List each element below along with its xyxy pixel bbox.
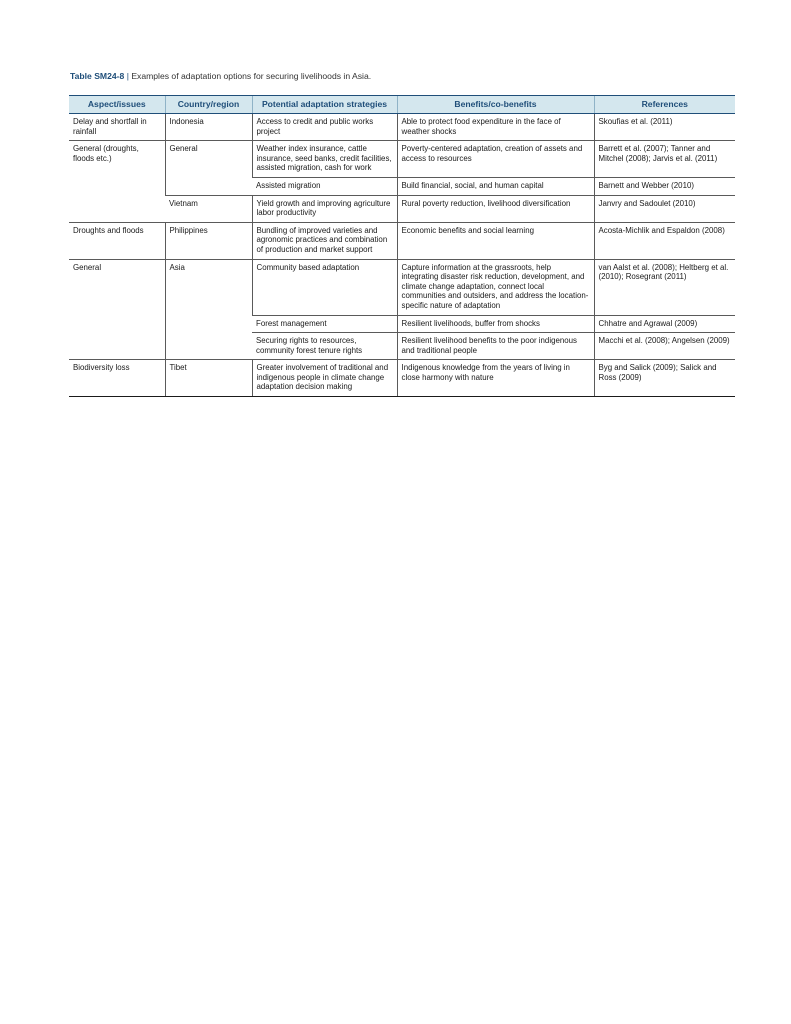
region-cell: Tibet <box>165 360 252 397</box>
table-row <box>69 195 735 222</box>
table-row <box>69 114 735 141</box>
benefits-cell: Rural poverty reduction, livelihood diversification <box>397 195 594 222</box>
table-caption <box>70 71 371 81</box>
references-cell: Janvry and Sadoulet (2010) <box>594 195 735 222</box>
table-row <box>69 259 735 315</box>
aspect-cell: Biodiversity loss <box>69 360 165 397</box>
aspect-cell: General <box>69 259 165 360</box>
region-cell: Indonesia <box>165 114 252 141</box>
strategy-cell: Yield growth and improving agriculture labor productivity <box>252 195 397 222</box>
aspect-cell: General (droughts, floods etc.) <box>69 141 165 223</box>
header-region: Country/region <box>165 96 252 114</box>
strategy-cell: Assisted migration <box>252 177 397 195</box>
adaptation-options-table <box>69 95 735 397</box>
benefits-cell: Build financial, social, and human capital <box>397 177 594 195</box>
strategy-cell: Access to credit and public works project <box>252 114 397 141</box>
region-cell: Asia <box>165 259 252 360</box>
references-cell: Barnett and Webber (2010) <box>594 177 735 195</box>
region-cell: Philippines <box>165 222 252 259</box>
strategy-cell: Securing rights to resources, community forest tenure rights <box>252 333 397 360</box>
header-strategies: Potential adaptation strategies <box>252 96 397 114</box>
references-cell: van Aalst et al. (2008); Heltberg et al. (2010); Rosegrant (2011) <box>594 259 735 315</box>
benefits-cell: Capture information at the grassroots, help integrating disaster risk reduction, development, and climate change adaptation, connect local communities and outsiders, and address the location-specific nature of adaptation <box>397 259 594 315</box>
benefits-cell: Poverty-centered adaptation, creation of assets and access to resources <box>397 141 594 178</box>
caption-separator: | <box>126 71 129 81</box>
region-cell: Vietnam <box>165 195 252 222</box>
benefits-cell: Resilient livelihoods, buffer from shocks <box>397 315 594 333</box>
table-row <box>69 360 735 397</box>
table-row <box>69 222 735 259</box>
strategy-cell: Weather index insurance, cattle insurance, seed banks, credit facilities, assisted migration, cash for work <box>252 141 397 178</box>
benefits-cell: Resilient livelihood benefits to the poor indigenous and traditional people <box>397 333 594 360</box>
table-caption-text: Examples of adaptation options for securing livelihoods in Asia. <box>131 71 372 81</box>
aspect-cell: Droughts and floods <box>69 222 165 259</box>
references-cell: Barrett et al. (2007); Tanner and Mitchel (2008); Jarvis et al. (2011) <box>594 141 735 178</box>
aspect-cell: Delay and shortfall in rainfall <box>69 114 165 141</box>
header-references: References <box>594 96 735 114</box>
benefits-cell: Able to protect food expenditure in the face of weather shocks <box>397 114 594 141</box>
table-label: Table SM24-8 <box>70 71 125 81</box>
strategy-cell: Bundling of improved varieties and agronomic practices and combination of production and market support <box>252 222 397 259</box>
region-cell: General <box>165 141 252 195</box>
header-aspect: Aspect/issues <box>69 96 165 114</box>
header-row <box>69 96 735 114</box>
references-cell: Macchi et al. (2008); Angelsen (2009) <box>594 333 735 360</box>
header-benefits: Benefits/co-benefits <box>397 96 594 114</box>
benefits-cell: Indigenous knowledge from the years of living in close harmony with nature <box>397 360 594 397</box>
strategy-cell: Community based adaptation <box>252 259 397 315</box>
references-cell: Skoufias et al. (2011) <box>594 114 735 141</box>
strategy-cell: Forest management <box>252 315 397 333</box>
references-cell: Byg and Salick (2009); Salick and Ross (2009) <box>594 360 735 397</box>
references-cell: Acosta-Michlik and Espaldon (2008) <box>594 222 735 259</box>
table-row <box>69 141 735 178</box>
strategy-cell: Greater involvement of traditional and indigenous people in climate change adaptation decision making <box>252 360 397 397</box>
benefits-cell: Economic benefits and social learning <box>397 222 594 259</box>
references-cell: Chhatre and Agrawal (2009) <box>594 315 735 333</box>
